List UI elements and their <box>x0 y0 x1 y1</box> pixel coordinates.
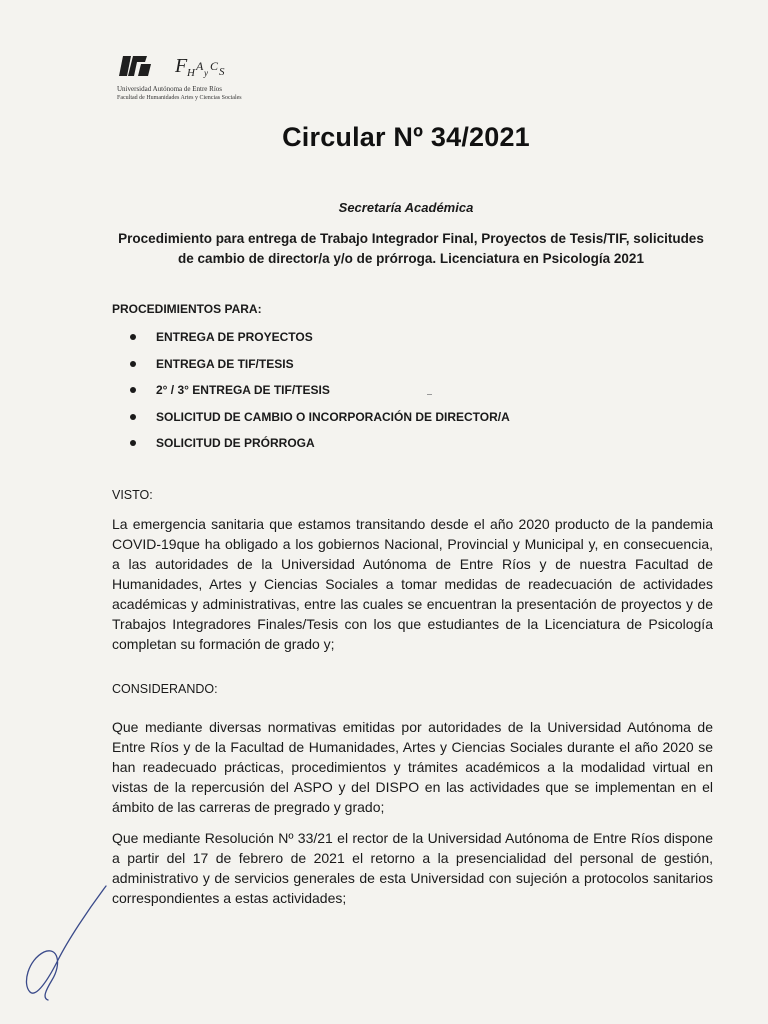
procedures-heading: PROCEDIMIENTOS PARA: <box>112 302 262 316</box>
logo-university-name: Universidad Autónoma de Entre Ríos <box>117 85 222 93</box>
svg-text:y: y <box>204 68 208 78</box>
svg-text:S: S <box>219 66 225 78</box>
uader-fhaycs-logo-mark <box>117 50 267 84</box>
scan-speck <box>427 394 432 395</box>
svg-text:A: A <box>196 59 204 73</box>
circular-title: Circular Nº 34/2021 <box>282 122 530 152</box>
list-item <box>130 435 510 462</box>
svg-text:C: C <box>210 59 219 73</box>
procedures-list <box>130 329 510 462</box>
procedure-label: 2° / 3° ENTREGA DE TIF/TESIS <box>156 383 330 397</box>
bullet-icon <box>130 361 136 367</box>
handwritten-signature-image <box>18 880 128 1010</box>
procedure-label: SOLICITUD DE PRÓRROGA <box>156 436 315 450</box>
circular-subject: Procedimiento para entrega de Trabajo Integrador Final, Proyectos de Tesis/TIF, solicitudes de cambio de director/a y/o de prórroga. Licenciatura en Psicología 2021 <box>118 231 704 266</box>
considerando-paragraph-2: Que mediante Resolución Nº 33/21 el rector de la Universidad Autónoma de Entre Ríos dispone a partir del 17 de febrero de 2021 el retorno a la presencialidad del personal de gestión, administrativo y de servicios generales de esta Universidad con sujeción a protocolos sanitarios correspondientes a estas actividades; <box>112 830 713 906</box>
list-item <box>130 356 510 383</box>
bullet-icon <box>130 387 136 393</box>
logo-faculty-name: Facultad de Humanidades Artes y Ciencias Sociales <box>117 95 242 101</box>
procedure-label: ENTREGA DE TIF/TESIS <box>156 356 294 371</box>
list-item <box>130 329 510 356</box>
list-item <box>130 382 510 409</box>
university-logo <box>117 50 267 110</box>
procedure-label: SOLICITUD DE CAMBIO O INCORPORACIÓN DE DIRECTOR/A <box>156 409 510 424</box>
considerando-paragraph-1: Que mediante diversas normativas emitidas por autoridades de la Universidad Autónoma de Entre Ríos y de la Facultad de Humanidades, Artes y Ciencias Sociales durante el año 2020 se han readecuado prácticas, procedimientos y trámites académicos a la modalidad virtual en vistas de la repercusión del ASPO y del DISPO en las actividades que se implementan en el ámbito de las carreras de pregrado y grado; <box>112 719 713 815</box>
issuing-office: Secretaría Académica <box>338 200 474 215</box>
bullet-icon <box>130 334 136 340</box>
visto-paragraph: La emergencia sanitaria que estamos transitando desde el año 2020 producto de la pandemia COVID-19que ha obligado a los gobiernos Nacional, Provincial y Municipal y, en consecuencia, a las autoridades de la Universidad Autónoma de Entre Ríos y de nuestra Facultad de Humanidades, Artes y Ciencias Sociales a tomar medidas de readecuación de actividades académicas y administrativas, entre las cuales se encuentran la presentación de proyectos y de Trabajos Integradores Finales/Tesis con los que estudiantes de la Licenciatura de Psicología completan su formación de grado y; <box>112 516 713 652</box>
visto-label: VISTO: <box>112 488 153 502</box>
bullet-icon <box>130 440 136 446</box>
svg-text:H: H <box>187 67 195 79</box>
procedure-label: ENTREGA DE PROYECTOS <box>156 330 313 344</box>
list-item <box>130 409 510 436</box>
svg-text:F: F <box>175 55 188 77</box>
considerando-label: CONSIDERANDO: <box>112 682 218 696</box>
bullet-icon <box>130 414 136 420</box>
